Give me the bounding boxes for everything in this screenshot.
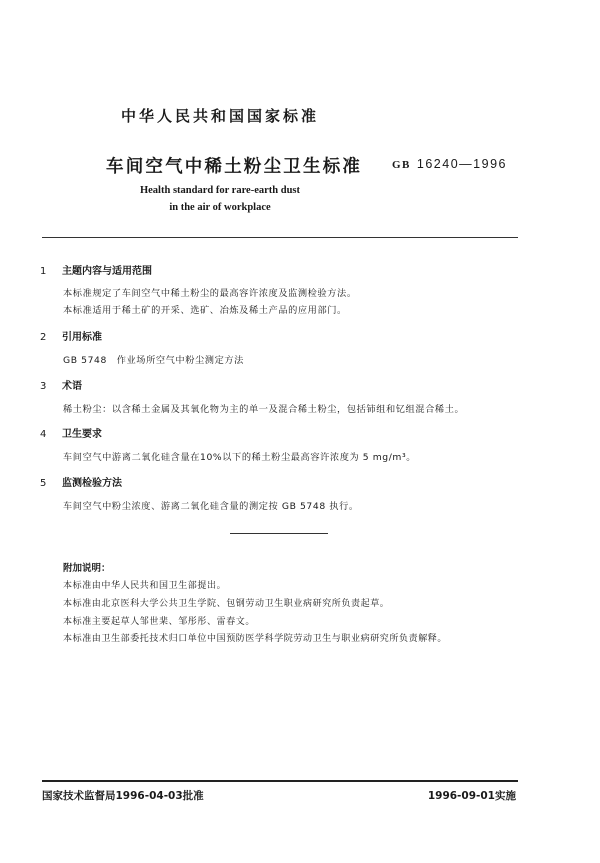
notes-heading: 附加说明： — [63, 563, 111, 574]
section-2-heading — [40, 328, 102, 343]
section-4-paragraph-1: 车间空气中游离二氧化硅含量在10%以下的稀土粉尘最高容许浓度为 5 mg/m³。 — [63, 452, 417, 463]
note-line-2: 本标准由北京医科大学公共卫生学院、包钢劳动卫生职业病研究所负责起草。 — [63, 599, 390, 609]
english-title-line-1: Health standard for rare-earth dust — [139, 185, 301, 196]
standard-code — [392, 157, 507, 171]
section-1-paragraph-1: 本标准规定了车间空气中稀土粉尘的最高容许浓度及监测检验方法。 — [63, 288, 357, 299]
section-title: 主题内容与适用范围 — [62, 266, 152, 277]
document-title: 车间空气中稀土粉尘卫生标准 — [106, 157, 363, 177]
section-title: 卫生要求 — [62, 429, 102, 440]
section-number: 2 — [40, 332, 47, 343]
section-4-heading — [40, 425, 102, 440]
section-1-heading — [40, 262, 152, 277]
section-number: 4 — [40, 429, 47, 440]
section-number: 3 — [40, 381, 47, 392]
section-title: 术语 — [62, 381, 82, 392]
section-title: 监测检验方法 — [62, 478, 122, 489]
footer-divider — [42, 780, 518, 782]
code-prefix: GB — [392, 159, 411, 171]
section-3-paragraph-1: 稀土粉尘：以含稀土金属及其氧化物为主的单一及混合稀土粉尘，包括铈组和钇组混合稀土。 — [63, 404, 465, 415]
code-number: 16240—1996 — [416, 157, 507, 171]
national-standard-label: 中华人民共和国国家标准 — [120, 107, 319, 125]
section-2-paragraph-1: GB 5748 作业场所空气中粉尘测定方法 — [63, 355, 244, 366]
section-number: 5 — [40, 478, 47, 489]
end-of-text-divider — [230, 533, 328, 534]
header-divider — [42, 237, 518, 238]
note-line-3: 本标准主要起草人邹世棐、邹彤彤、雷春文。 — [63, 617, 256, 627]
section-3-heading — [40, 377, 82, 392]
section-1-paragraph-2: 本标准适用于稀土矿的开采、选矿、冶炼及稀土产品的应用部门。 — [63, 305, 347, 316]
section-5-heading — [40, 474, 122, 489]
note-line-4: 本标准由卫生部委托技术归口单位中国预防医学科学院劳动卫生与职业病研究所负责解释。 — [63, 634, 448, 644]
english-title-line-2: in the air of workplace — [169, 202, 271, 213]
approval-date: 国家技术监督局1996-04-03批准 — [42, 790, 204, 802]
section-title: 引用标准 — [62, 332, 102, 343]
section-5-paragraph-1: 车间空气中粉尘浓度、游离二氧化硅含量的测定按 GB 5748 执行。 — [63, 501, 359, 512]
note-line-1: 本标准由中华人民共和国卫生部提出。 — [63, 581, 227, 591]
implementation-date: 1996-09-01实施 — [427, 790, 516, 802]
section-number: 1 — [40, 266, 47, 277]
